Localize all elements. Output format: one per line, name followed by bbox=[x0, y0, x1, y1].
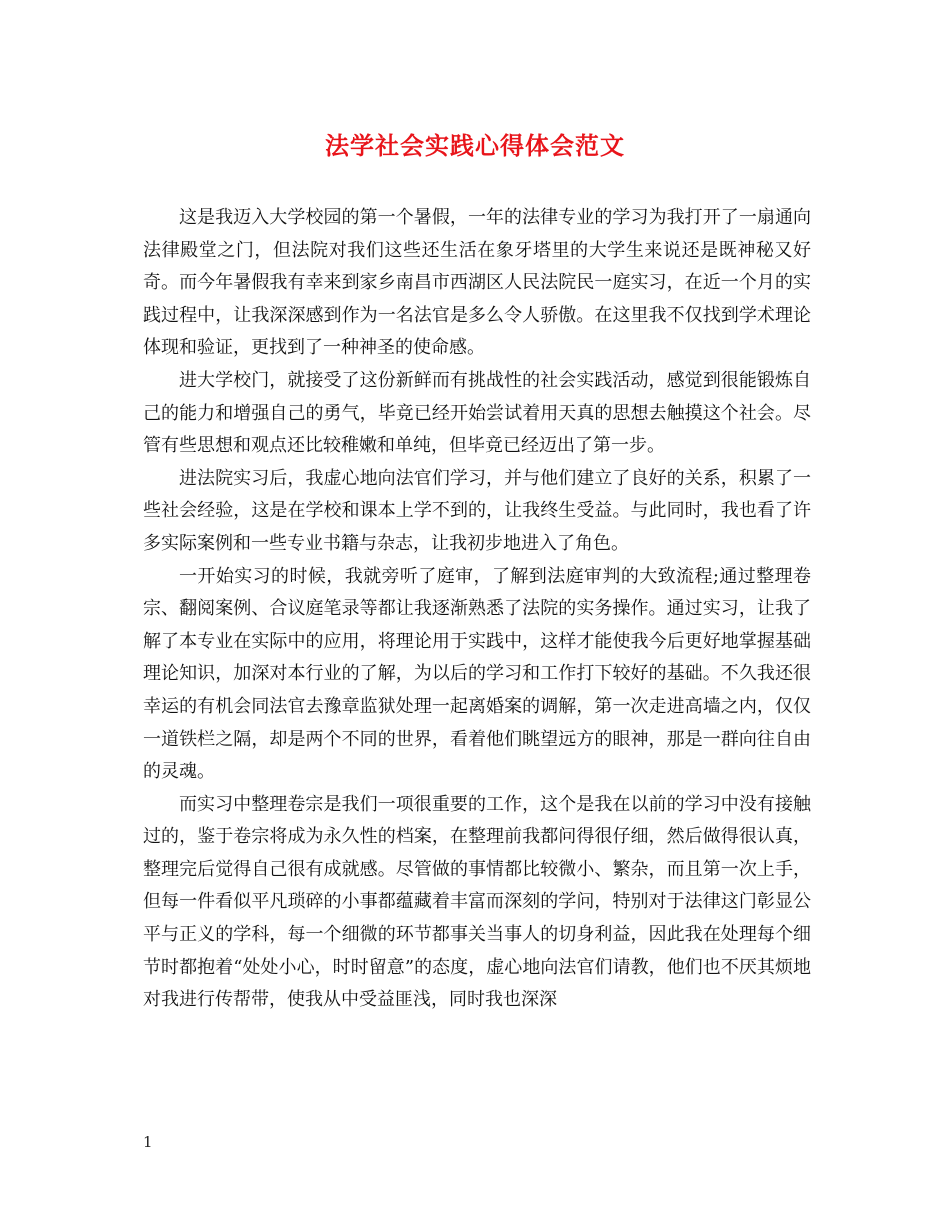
paragraph: 一开始实习的时候，我就旁听了庭审，了解到法庭审判的大致流程;通过整理卷宗、翻阅案例、合议庭笔录等都让我逐渐熟悉了法院的实务操作。通过实习，让我了解了本专业在实际中的应用，将理论用于实践中，这样才能使我今后更好地掌握基础理论知识，加深对本行业的了解，为以后的学习和工作打下较好的基础。不久我还很幸运的有机会同法官去豫章监狱处理一起离婚案的调解，第一次走进高墙之内，仅仅一道铁栏之隔，却是两个不同的世界，看着他们眺望远方的眼神，那是一群向往自由的灵魂。 bbox=[143, 565, 811, 783]
paragraph: 进法院实习后，我虚心地向法官们学习，并与他们建立了良好的关系，积累了一些社会经验，这是在学校和课本上学不到的，让我终生受益。与此同时，我也看了许多实际案例和一些专业书籍与杂志，让我初步地进入了角色。 bbox=[143, 467, 811, 554]
paragraph: 而实习中整理卷宗是我们一项很重要的工作，这个是我在以前的学习中没有接触过的，鉴于卷宗将成为永久性的档案，在整理前我都问得很仔细，然后做得很认真，整理完后觉得自己很有成就感。尽管做的事情都比较微小、繁杂，而且第一次上手，但每一件看似平凡琐碎的小事都蕴藏着丰富而深刻的学问，特别对于法律这门彰显公平与正义的学科，每一个细微的环节都事关当事人的切身利益，因此我在处理每个细节时都抱着“处处小心，时时留意”的态度，虚心地向法官们请教，他们也不厌其烦地对我进行传帮带，使我从中受益匪浅，同时我也深深 bbox=[143, 793, 811, 1011]
paragraph: 这是我迈入大学校园的第一个暑假，一年的法律专业的学习为我打开了一扇通向法律殿堂之门，但法院对我们这些还生活在象牙塔里的大学生来说还是既神秘又好奇。而今年暑假我有幸来到家乡南昌市西湖区人民法院民一庭实习，在近一个月的实践过程中，让我深深感到作为一名法官是多么令人骄傲。在这里我不仅找到学术理论体现和验证，更找到了一种神圣的使命感。 bbox=[143, 207, 811, 359]
document-body bbox=[143, 202, 811, 1017]
page-number: 1 bbox=[143, 1133, 153, 1151]
paragraph: 进大学校门，就接受了这份新鲜而有挑战性的社会实践活动，感觉到很能锻炼自己的能力和增强自己的勇气，毕竟已经开始尝试着用天真的思想去触摸这个社会。尽管有些思想和观点还比较稚嫩和单纯，但毕竟已经迈出了第一步。 bbox=[143, 369, 811, 457]
document-title: 法学社会实践心得体会范文 bbox=[325, 131, 625, 160]
